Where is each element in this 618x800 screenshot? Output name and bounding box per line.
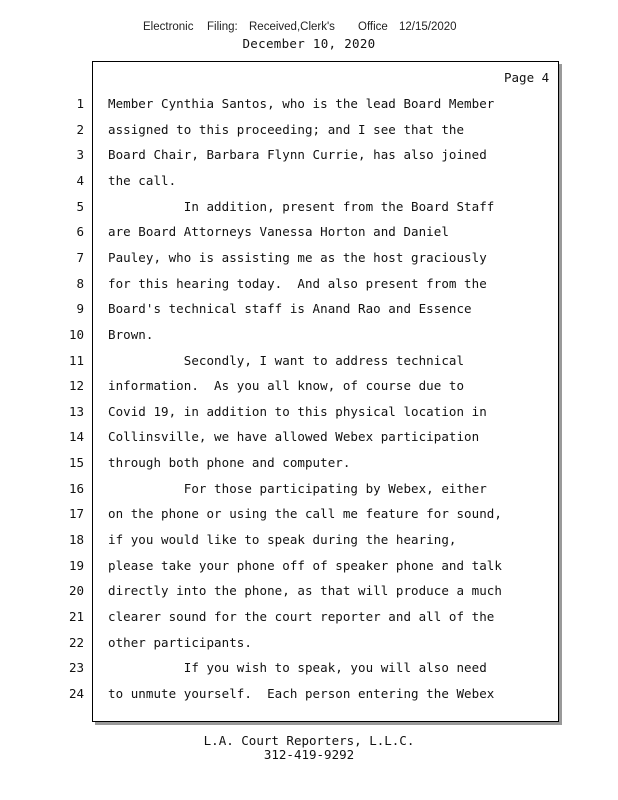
line-number: 7 <box>76 249 84 265</box>
line-number: 9 <box>76 301 84 317</box>
line-text: for this hearing today. And also present from the <box>108 275 487 291</box>
line-text: to unmute yourself. Each person entering the Webex <box>108 685 495 701</box>
line-number: 5 <box>76 198 84 214</box>
line-text: Brown. <box>108 326 154 342</box>
line-text: If you wish to speak, you will also need <box>108 660 487 676</box>
line-text: assigned to this proceeding; and I see that the <box>108 121 465 137</box>
line-text: Pauley, who is assisting me as the host graciously <box>108 249 487 265</box>
line-text: Secondly, I want to address technical <box>108 352 465 368</box>
line-number: 20 <box>68 583 84 599</box>
line-text: For those participating by Webex, either <box>108 480 487 496</box>
line-number: 13 <box>68 403 84 419</box>
line-number: 11 <box>68 352 84 368</box>
line-text: information. As you all know, of course due to <box>108 378 465 394</box>
line-number: 16 <box>68 480 84 496</box>
line-number: 17 <box>68 506 84 522</box>
line-number: 10 <box>68 326 84 342</box>
line-text: directly into the phone, as that will produce a much <box>108 583 502 599</box>
line-number: 21 <box>68 609 84 624</box>
line-text: clearer sound for the court reporter and all of the <box>108 609 495 624</box>
footer-phone: 312-419-9292 <box>263 747 355 762</box>
line-number: 23 <box>68 660 84 676</box>
line-text: on the phone or using the call me feature for sound, <box>108 506 502 522</box>
line-number: 3 <box>76 147 84 163</box>
line-number: 4 <box>76 172 84 188</box>
line-number: 19 <box>68 557 84 573</box>
line-number: 22 <box>68 634 84 650</box>
line-text: Member Cynthia Santos, who is the lead Board Member <box>108 96 495 111</box>
line-text: please take your phone off of speaker phone and talk <box>108 557 502 573</box>
line-text: Collinsville, we have allowed Webex participation <box>108 429 480 445</box>
filing-received-label: Received,Clerk's <box>249 21 335 33</box>
line-text: In addition, present from the Board Staff <box>108 198 495 214</box>
line-text: other participants. <box>108 634 252 650</box>
hearing-date: December 10, 2020 <box>242 36 376 51</box>
footer-company: L.A. Court Reporters, L.L.C. <box>203 733 415 748</box>
filing-date: 12/15/2020 <box>399 21 457 33</box>
line-text: Covid 19, in addition to this physical location in <box>108 403 487 419</box>
filing-word-label: Filing: <box>207 21 238 33</box>
line-text: Board Chair, Barbara Flynn Currie, has also joined <box>108 147 487 163</box>
line-number: 14 <box>68 429 84 445</box>
filing-electronic-label: Electronic <box>143 21 194 33</box>
line-number: 2 <box>76 121 84 137</box>
line-number: 24 <box>68 685 84 701</box>
line-number: 12 <box>68 378 84 394</box>
line-number: 15 <box>68 455 84 471</box>
page-number: Page 4 <box>504 70 550 85</box>
line-text: if you would like to speak during the hearing, <box>108 532 457 548</box>
line-number: 18 <box>68 532 84 548</box>
line-text: Board's technical staff is Anand Rao and Essence <box>108 301 472 317</box>
line-text: the call. <box>108 172 177 188</box>
filing-office-label: Office <box>358 21 388 33</box>
line-number: 6 <box>76 224 84 240</box>
line-number: 1 <box>76 96 84 111</box>
line-text: through both phone and computer. <box>108 455 351 471</box>
line-number: 8 <box>76 275 84 291</box>
line-text: are Board Attorneys Vanessa Horton and Daniel <box>108 224 449 240</box>
